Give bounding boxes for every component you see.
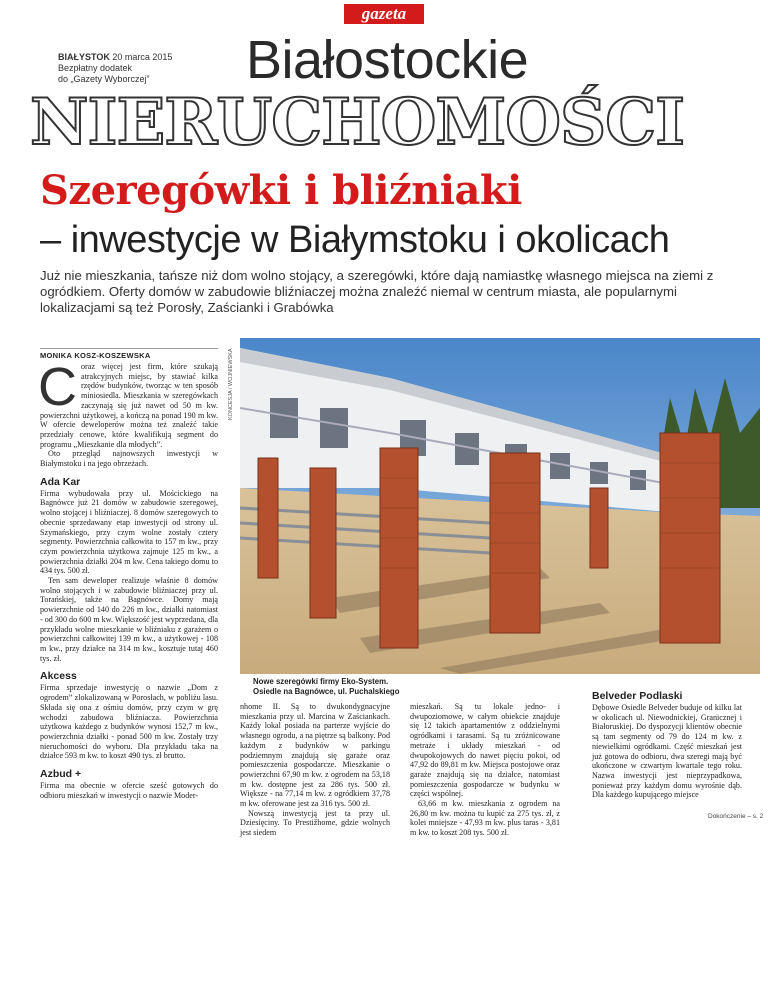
townhouses-photo bbox=[240, 338, 760, 674]
parent-paper-line: do „Gazety Wyborczej” bbox=[58, 74, 150, 84]
section-heading-akcess: Akcess bbox=[40, 670, 77, 683]
continued-note: Dokończenie – s. 2 bbox=[708, 813, 764, 820]
article-subhead: – inwestycje w Białymstoku i okolicach bbox=[40, 219, 670, 261]
photo-credit: KONCESJA / WOJNIEWSKA bbox=[228, 348, 234, 420]
section-paragraph: Firma sprzedaje inwestycję o nazwie „Dom z ogrodem” zlokalizowaną w Porosłach, w pobliżu lasu. Składa się ona z ośmiu domów, przy czym w grę wchodzi zabudowa bliźniacza. Powierzchnia użytkowa każdego z budynków wynosi 152,7 m kw., powierzchnia działki - ponad 500 m kw. Zostały trzy nieruchomości do wyboru. Dla przykładu taka na działce 593 m kw. to koszt 490 tys. zł brutto. bbox=[40, 683, 218, 761]
issue-info bbox=[58, 52, 172, 85]
column-1 bbox=[38, 357, 218, 800]
section-paragraph: Firma ma obecnie w ofercie sześć gotowych do odbioru mieszkań w inwestycji o nazwie Moder- bbox=[40, 781, 218, 800]
section-paragraph: Firma wybudowała przy ul. Mościckiego na Bagnówce już 21 domów w zabudowie szeregowej, wolno stojącej i bliźniaczej. 8 domów szeregowych to obecnie sprzedawany etap inwestycji od strony ul. Szymańskiego, przy czym wolne zostały cztery segmenty. Powierzchnia całkowita to 157 m kw., przy czym powierzchnia użytkowa zajmuje 125 m kw., a powierzchnia działki 204 m kw. Cena takiego domu to 434 tys. 500 zł. bbox=[40, 488, 218, 576]
city-label: BIAŁYSTOK bbox=[58, 52, 110, 62]
byline: MONIKA KOSZ-KOSZEWSKA bbox=[40, 348, 218, 360]
section-paragraph: Dębowe Osiedle Belveder buduje od kilku lat w okolicach ul. Niewodnickiej, Granicznej i Białoruskiej. Do dyspozycji klientów obecnie są tam segmenty od 79 do 124 m kw. z niewielkimi ogródkami. Część mieszkań jest już gotowa do odbioru, dwa szeregi mają być ukończone w czwartym kwartale tego roku. Nazwa inwestycji jest nieprzypadkowa, ponieważ przy każdym domu wyrośnie dąb. Dla każdego kupującego miejsce bbox=[592, 703, 742, 800]
caption-line-1: Nowe szeregówki firmy Eko-System. bbox=[253, 677, 389, 686]
photo-caption bbox=[253, 677, 399, 696]
free-supplement-line: Bezpłatny dodatek bbox=[58, 63, 133, 73]
section-paragraph: mieszkań. Są tu lokale jedno- i dwupoziomowe, w całym obiekcie znajduje się 12 takich apartamentów z oddzielnymi ogródkami i tarasami. Są tu zróżnicowane metraże i układy mieszkań - od dwupokojowych do nawet pięciu pokoi, od 47,92 do 89,81 m kw. Miejsca postojowe oraz garaże znajdują się na działce, natomiast pomieszczenia gospodarcze w budynku w części wspólnej. bbox=[410, 702, 560, 799]
column-4 bbox=[592, 690, 742, 800]
intro-paragraph-2: Oto przegląd najnowszych inwestycji w Białymstoku i na jego obrzeżach. bbox=[40, 449, 218, 469]
article-photo bbox=[240, 338, 760, 674]
article-headline: Szeregówki i bliźniaki bbox=[40, 167, 522, 214]
section-paragraph: 63,66 m kw. mieszkania z ogrodem na 26,80 m kw. można tu kupić za 275 tys. zł, z kolei mniejsze - 47,93 m kw. plus taras - 3,81 m kw. to koszt 208 tys. 500 zł. bbox=[410, 799, 560, 838]
section-paragraph: nhome II. Są to dwukondygnacyjne mieszkania przy ul. Marcina w Zaściankach. Każdy lokal posiada na parterze wyjście do własnego ogrodu, a na piętrze są balkony. Pod każdym z budynków w parkingu podziemnym znajdują się garaże oraz pomieszczenia gospodarcze. Mieszkanie o powierzchni 67,90 m kw. z ogrodem na 53,18 m kw. dostępne jest za 286 tys. 500 zł. Większe - na 77,14 m kw. z ogródkiem 37,78 m kw. oferowane jest za 316 tys. 500 zł. bbox=[240, 702, 390, 809]
issue-date: 20 marca 2015 bbox=[112, 52, 173, 62]
section-paragraph: Nowszą inwestycją jest ta przy ul. Dziesięciny. To Prestižhome, gdzie wolnych jest siedem bbox=[240, 808, 390, 838]
section-heading-belveder: Belveder Podlaski bbox=[592, 690, 683, 702]
section-paragraph: Ten sam deweloper realizuje właśnie 8 domów wolno stojących i w zabudowie bliźniaczej przy ul. Torańskiej, także na Bagnówce. Domy mają powierzchnie od 140 do 226 m kw., działki natomiast - od 300 do 600 m kw. Większość jest wyprzedana, dla przykładu wolne mieszkanie w bliźniaku z garażem o powierzchni całkowitej 139 m kw., a użytkowej - 108 m kw., przy działce na 314 m kw., kosztuje tutaj 460 tys. zł. bbox=[40, 576, 218, 663]
intro-paragraph: oraz więcej jest firm, które szukają atrakcyjnych miejsc, by stawiać kilka rzędów budynków, tworząc w ten sposób miniosiedla. Mieszkania w szeregówkach zaczynają się już nawet od 50 m kw. powierzchni użytkowej, a kończą na ponad 190 m kw. W ofercie deweloperów można też znaleźć takie przedziały cenowe, które kwalifikują segment do programu „Mieszkanie dla młodych”. bbox=[40, 362, 218, 449]
dropcap: C bbox=[38, 357, 77, 417]
column-3 bbox=[410, 702, 560, 838]
column-2 bbox=[240, 702, 390, 838]
gazeta-logo: gazeta bbox=[344, 4, 424, 24]
article-lead: Już nie mieszkania, tańsze niż dom wolno stojący, a szeregówki, które dają namiastkę własnego miejsca na ziemi z ogródkiem. Oferty domów w zabudowie bliźniaczej można znaleźć niemal w centrum miasta, ale popularnymi lokalizacjami są też Porosły, Zaścianki i Grabówka bbox=[40, 268, 714, 315]
section-heading-ada-kar: Ada Kar bbox=[40, 475, 81, 488]
caption-line-2: Osiedle na Bagnówce, ul. Puchalskiego bbox=[253, 686, 400, 696]
section-heading-azbud: Azbud + bbox=[40, 768, 82, 781]
section-supertitle: Białostockie bbox=[246, 30, 529, 90]
section-title: NIERUCHOMOŚCI bbox=[30, 85, 685, 160]
